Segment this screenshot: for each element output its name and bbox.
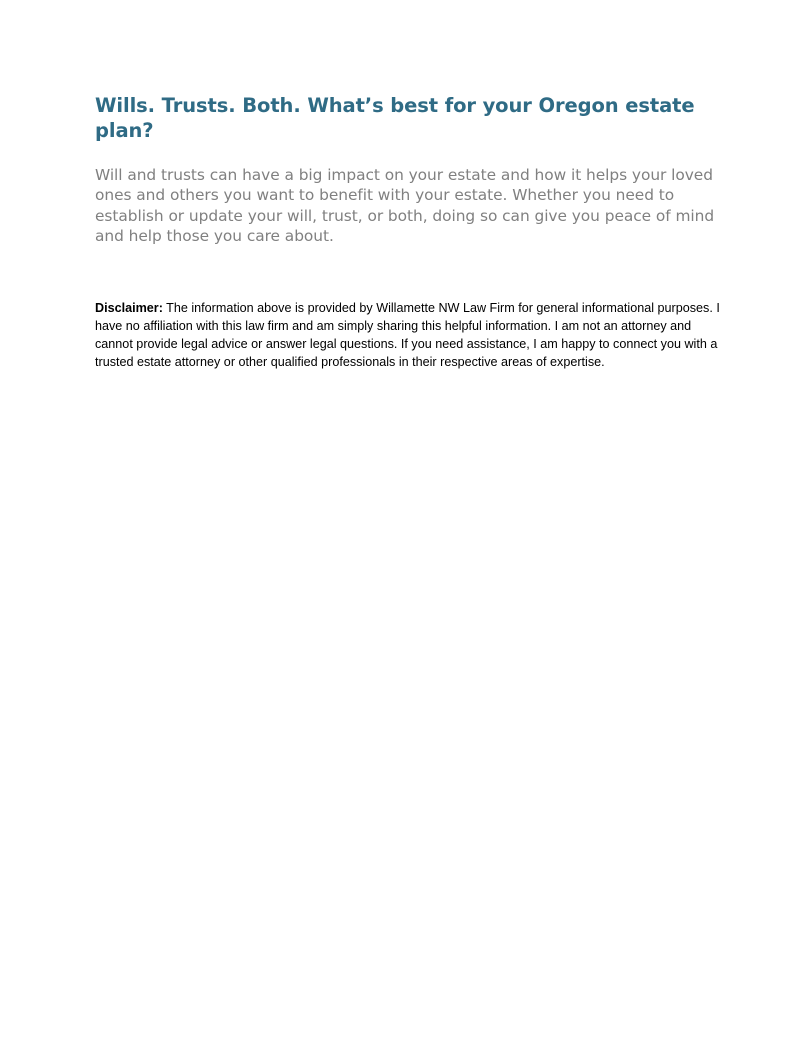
disclaimer-text: The information above is provided by Willamette NW Law Firm for general informational purposes. I have no affiliation with this law firm and am simply sharing this helpful information. I am not an attorney and cannot provide legal advice or answer legal questions. If you need assistance, I am happy to connect you with a trusted estate attorney or other qualified professionals in their respective areas of expertise. (95, 301, 720, 370)
page-title: Wills. Trusts. Both. What’s best for your Oregon estate plan? (95, 94, 695, 142)
document-content (95, 93, 720, 371)
disclaimer-paragraph (95, 299, 720, 371)
disclaimer-label: Disclaimer: (95, 301, 163, 316)
intro-paragraph: Will and trusts can have a big impact on your estate and how it helps your loved ones and others you want to benefit with your estate. Whether you need to establish or update your will, trust, or both, doing so can give you peace of mind and help those you care about. (95, 166, 715, 245)
